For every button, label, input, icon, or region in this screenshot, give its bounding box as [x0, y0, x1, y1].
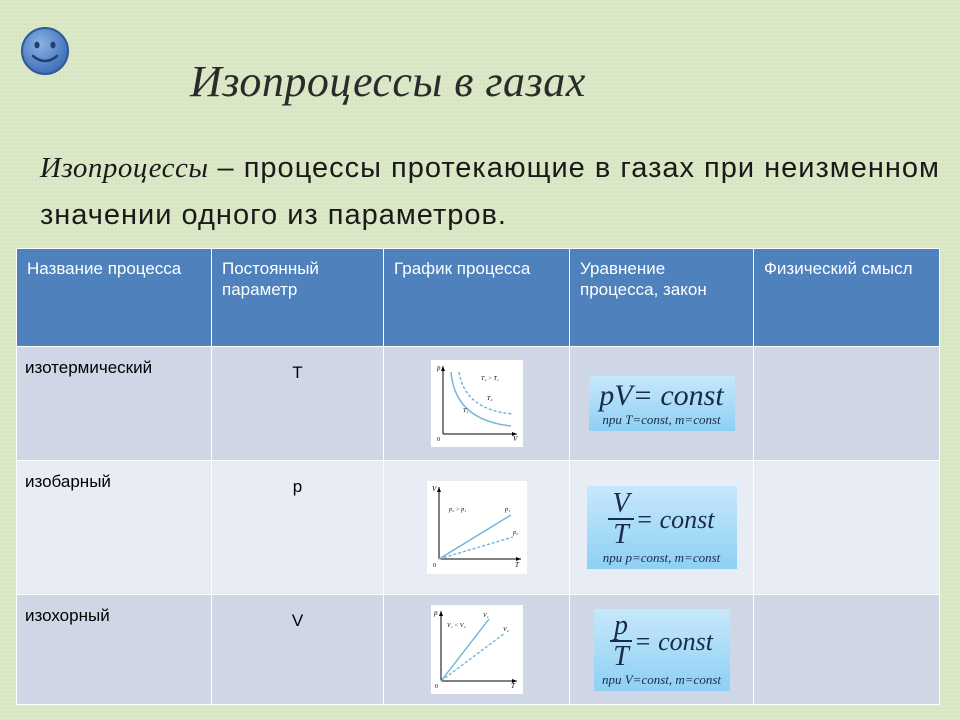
graph-origin-label: 0 [434, 684, 438, 689]
graph-x-axis-label: T [510, 682, 515, 689]
isobar-graph [427, 481, 527, 574]
equation-rhs: = const [632, 379, 724, 412]
isotherm-graph [431, 360, 523, 447]
isochor-graph [431, 605, 523, 694]
process-equation-cell [570, 461, 754, 595]
table-header-row [17, 249, 940, 347]
graph-legend: p₂ > p₁ [448, 507, 466, 513]
graph-y-axis-label: V [431, 485, 436, 493]
equation-fraction: $\frac{V}{T}$ [608, 490, 633, 550]
graph-curve-label: T₁ [462, 408, 468, 414]
smiley-face-icon [20, 26, 70, 76]
graph-curve-label: p₂ [512, 530, 518, 536]
equation-rhs: = const [634, 626, 713, 656]
isobar-line-2 [439, 537, 513, 559]
table-row [17, 347, 940, 461]
graph-x-axis-label: V [512, 435, 517, 442]
page-title: Изопроцессы в газах [190, 57, 586, 106]
graph-origin-label: 0 [432, 563, 436, 569]
equation-condition: при V=const, m=const [601, 671, 721, 687]
equation-condition: при T=const, m=const [602, 412, 721, 427]
table-row [17, 595, 940, 705]
graph-curve-label: p₁ [504, 507, 510, 513]
isobar-equation [587, 486, 737, 569]
header-physical-meaning: Физический смысл [754, 249, 940, 347]
graph-legend: V₁ < V₂ [446, 623, 466, 629]
physical-meaning [754, 595, 940, 705]
header-process-name: Название процесса [17, 249, 212, 347]
isotherm-equation [589, 376, 735, 431]
process-graph-cell [384, 347, 570, 461]
graph-x-axis-label: T [514, 561, 519, 569]
graph-y-axis-label: p [436, 364, 440, 372]
equation-rhs: = const [635, 505, 715, 534]
header-constant-parameter: Постоянный параметр [212, 249, 384, 347]
equation-lhs: pV [599, 379, 633, 412]
graph-y-axis-label: p [433, 609, 437, 617]
graph-curve-label: T₂ [486, 396, 492, 402]
graph-legend: T₂ > T₁ [480, 376, 499, 382]
isochor-equation [594, 609, 730, 691]
process-equation-cell [570, 595, 754, 705]
equation-condition: при p=const, m=const [602, 550, 721, 565]
definition [40, 145, 940, 239]
isoprocess-table [16, 248, 940, 705]
header-process-equation: Уравнение процесса, закон [570, 249, 754, 347]
constant-parameter: p [212, 461, 384, 595]
process-graph-cell [384, 595, 570, 705]
graph-origin-label: 0 [436, 437, 440, 442]
physical-meaning [754, 461, 940, 595]
definition-text: – процессы протекающие в газах при неизменном значении одного из параметров. [40, 152, 940, 231]
process-name: изохорный [17, 595, 212, 705]
physical-meaning [754, 347, 940, 461]
constant-parameter: T [212, 347, 384, 461]
isobar-line-1 [439, 515, 511, 559]
graph-curve-label: V₂ [502, 627, 509, 633]
definition-term: Изопроцессы [40, 152, 209, 184]
table-row [17, 461, 940, 595]
process-name: изотермический [17, 347, 212, 461]
graph-curve-label: V₁ [482, 613, 489, 619]
process-graph-cell [384, 461, 570, 595]
header-process-graph: График процесса [384, 249, 570, 347]
process-name: изобарный [17, 461, 212, 595]
constant-parameter: V [212, 595, 384, 705]
process-equation-cell [570, 347, 754, 461]
equation-fraction: $\frac{p}{T}$ [610, 612, 632, 672]
